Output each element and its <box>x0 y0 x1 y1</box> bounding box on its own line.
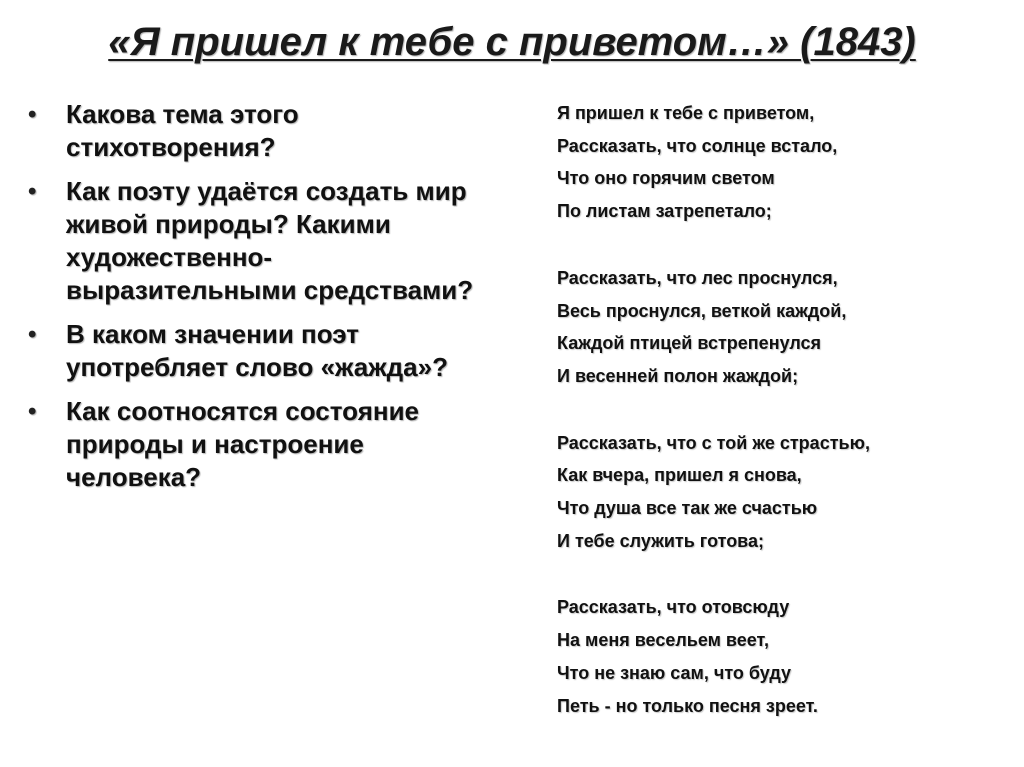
question-item <box>22 98 482 164</box>
poem-line: Рассказать, что с той же страстью, <box>557 432 870 453</box>
poem-line: Петь - но только песня зреет. <box>557 695 818 716</box>
poem-stanza <box>557 97 997 228</box>
poem-text <box>557 97 997 756</box>
question-text: В каком значении поэт употребляет слово «жажда»? <box>66 319 448 382</box>
poem-line: Рассказать, что лес проснулся, <box>557 267 838 288</box>
poem-line: И весенней полон жаждой; <box>557 365 799 386</box>
questions-list <box>22 98 482 505</box>
poem-stanza <box>557 427 997 558</box>
poem-line: И тебе служить готова; <box>557 530 765 551</box>
bullet-icon: • <box>28 178 37 205</box>
poem-line: Что не знаю сам, что буду <box>557 662 791 683</box>
bullet-icon: • <box>28 398 37 425</box>
poem-stanza <box>557 591 997 722</box>
poem-line: Рассказать, что отовсюду <box>557 597 790 618</box>
poem-line: Что душа все так же счастью <box>557 498 818 519</box>
bullet-icon: • <box>28 321 37 348</box>
question-item <box>22 318 482 384</box>
question-text: Какова тема этого стихотворения? <box>66 99 299 162</box>
poem-line: Каждой птицей встрепенулся <box>557 333 822 354</box>
poem-line: На меня весельем веет, <box>557 630 770 651</box>
slide-title: «Я пришел к тебе с приветом…» (1843) <box>108 20 916 64</box>
poem-line: По листам затрепетало; <box>557 201 772 222</box>
question-text: Как соотносятся состояние природы и настроение человека? <box>66 396 420 492</box>
poem-line: Я пришел к тебе с приветом, <box>557 103 815 123</box>
poem-line: Весь проснулся, веткой каждой, <box>557 300 847 321</box>
poem-stanza <box>557 262 997 393</box>
poem-line: Что оно горячим светом <box>557 168 775 189</box>
question-item <box>22 395 482 494</box>
question-text: Как поэту удаётся создать мир живой природы? Какими художественно-выразительными средствами? <box>66 176 474 305</box>
poem-line: Рассказать, что солнце встало, <box>557 135 838 156</box>
poem-line: Как вчера, пришел я снова, <box>557 465 802 486</box>
bullet-icon: • <box>28 101 37 128</box>
question-item <box>22 175 482 307</box>
